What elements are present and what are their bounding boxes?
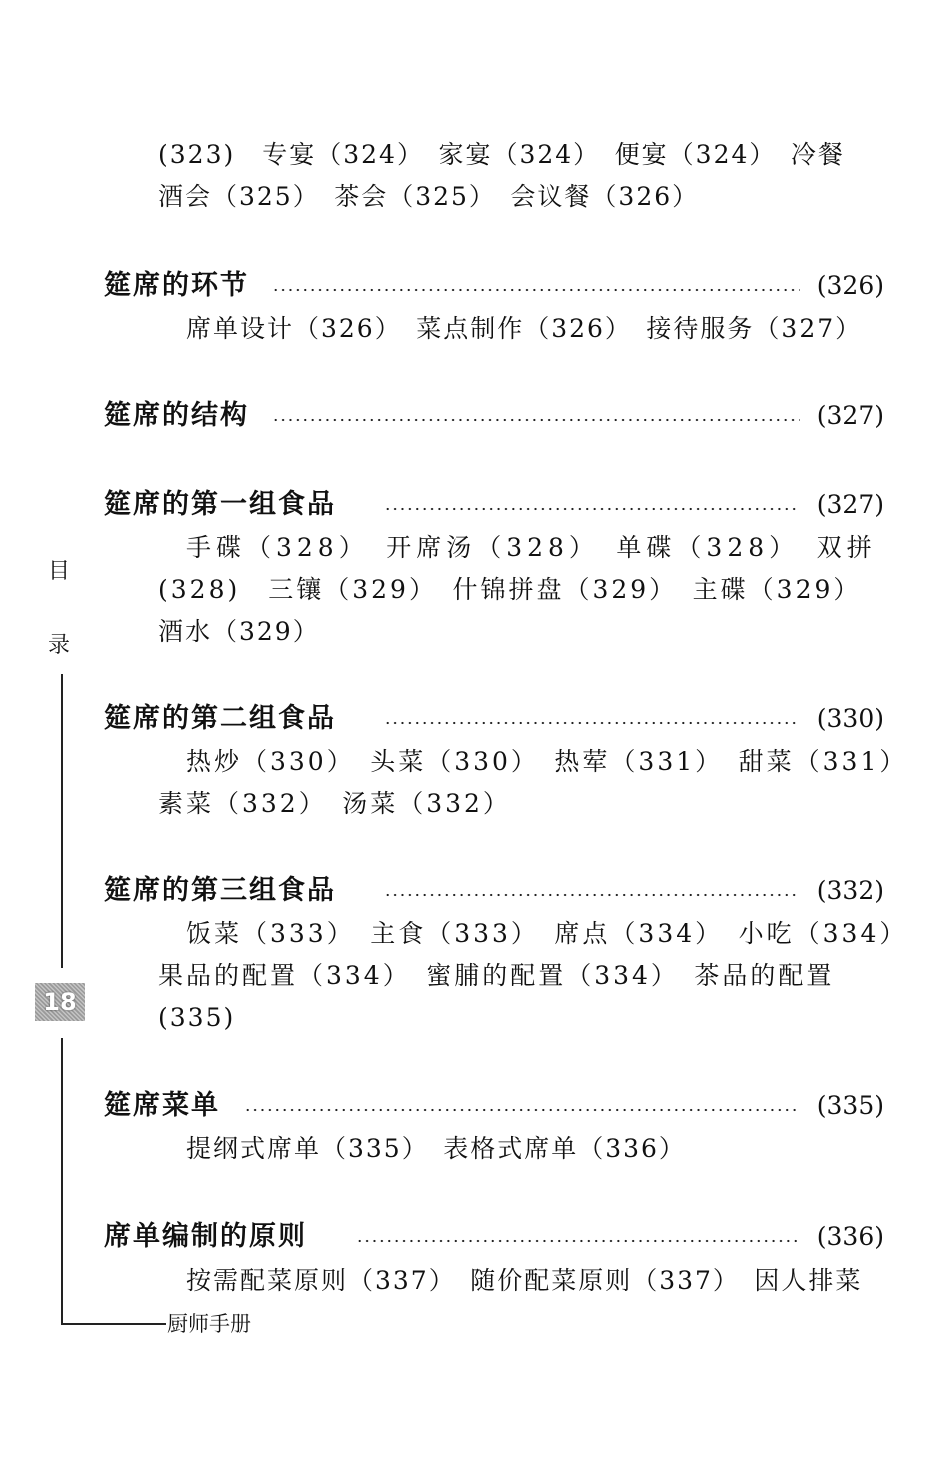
page-number-badge: 18 — [35, 983, 85, 1021]
toc-subitems-line: (328) 三镶（329） 什锦拼盘（329） 主碟（329） — [158, 575, 862, 604]
toc-page-ref: (327) — [816, 401, 884, 430]
toc-heading: 席单编制的原则 — [104, 1221, 307, 1252]
toc-subitems-line: 手碟（328） 开席汤（328） 单碟（328） 双拼 — [186, 533, 877, 562]
toc-page-ref: (327) — [816, 490, 884, 519]
toc-page-ref: (330) — [816, 704, 884, 733]
sidebar-label-mu: 目 — [48, 559, 71, 584]
toc-subitems-line: 果品的配置（334） 蜜脯的配置（334） 茶品的配置 — [158, 961, 835, 990]
toc-heading: 筵席菜单 — [104, 1090, 220, 1121]
toc-page-ref: (332) — [816, 876, 884, 905]
leader-dots — [384, 893, 800, 897]
toc-subitems-line: 按需配菜原则（337） 随价配菜原则（337） 因人排菜 — [186, 1266, 863, 1295]
toc-subitems-line: (335) — [158, 1003, 236, 1032]
toc-page-ref: (335) — [816, 1091, 884, 1120]
toc-subitems-line: 酒水（329） — [158, 617, 320, 646]
leader-dots — [356, 1239, 800, 1243]
toc-subitems-line: 饭菜（333） 主食（333） 席点（334） 小吃（334） — [186, 919, 908, 948]
toc-intro-line-2: 酒会（325） 茶会（325） 会议餐（326） — [158, 182, 700, 211]
toc-subitems-line: 热炒（330） 头菜（330） 热荤（331） 甜菜（331） — [186, 747, 908, 776]
toc-subitems-line: 提纲式席单（335） 表格式席单（336） — [186, 1134, 686, 1163]
toc-subitems-line: 素菜（332） 汤菜（332） — [158, 789, 511, 818]
toc-page-ref: (326) — [816, 271, 884, 300]
leader-dots — [384, 721, 800, 725]
toc-intro-line-1: (323) 专宴（324） 家宴（324） 便宴（324） 冷餐 — [158, 140, 845, 169]
toc-heading: 筵席的第三组食品 — [104, 875, 336, 906]
leader-dots — [272, 288, 800, 292]
toc-page-ref: (336) — [816, 1222, 884, 1251]
toc-subitems-line: 席单设计（326） 菜点制作（326） 接待服务（327） — [186, 314, 863, 343]
toc-heading: 筵席的环节 — [104, 270, 249, 301]
sidebar-label-lu: 录 — [48, 633, 71, 658]
sidebar-rule-top — [61, 674, 63, 968]
leader-dots — [272, 418, 800, 422]
toc-heading: 筵席的第二组食品 — [104, 703, 336, 734]
footer-book-title: 厨师手册 — [167, 1312, 251, 1336]
leader-dots — [384, 507, 800, 511]
toc-heading: 筵席的结构 — [104, 400, 249, 431]
toc-heading: 筵席的第一组食品 — [104, 489, 336, 520]
footer-rule — [61, 1323, 166, 1325]
sidebar-rule-bottom — [61, 1038, 63, 1325]
leader-dots — [244, 1108, 800, 1112]
